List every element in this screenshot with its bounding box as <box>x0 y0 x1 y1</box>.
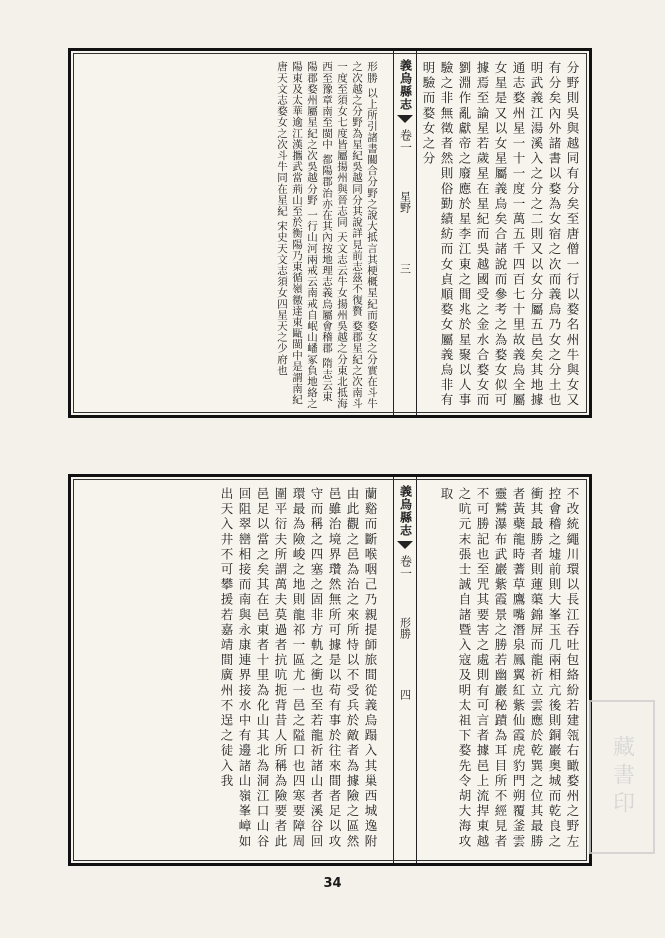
top-page-left-text: 形勝 以上所引諸書關合分野之說大抵言其梗概星紀而婺女之分實在斗牛之次越之分野為星紀吳越同分其說詳見前志茲不復贅 婺郡星紀之次南斗一度至須女七度皆屬揚州與晉志同 天文志云牛女揚州吳越之分東北抵海西至豫章南至閩中 都陽郡治亦在其內按地理志義烏屬會稽郡 隋志云東陽郡婺州屬星紀之次吳越分野 一行山河兩戒云南戒自岷山嶓冢負地絡之陽東及太華逾江漢攜武當荊山至於衡陽乃東循嶺徼達東甌閩中是謂南紀 唐天文志婺女之次斗牛同在星紀 宋史天文志須女四星天之少府也 <box>276 61 378 410</box>
spine-title: 義烏縣志 <box>398 485 413 537</box>
top-page <box>68 48 592 418</box>
bottom-page <box>68 474 592 866</box>
spine-section: 星野 <box>398 191 412 213</box>
bottom-page-left-text: 蘭谿而斷喉咽己乃親提師旅間從義烏蹋入其巢西城逸附由此觀之邑為治之來所恃以不受兵於敵者為據險之區然邑雖治境界瓚然無所可據是以苟有事於往來間者足以攻守而稱之四塞之固非方軌之衝也至若龍祈諸山者溪谷回環最為險峻之地則龍祁一區尤一邑之隘口也四寒要障周圍平衍夫所謂萬夫莫過者抗吭扼背昔人所稱為險要者此邑足以當之矣其在邑東者十里為化山其北為洞江口山谷回阻翠巒相接而南與永康連界接水中有邊諸山嶺峯嶂如出天入井不可攀援若嘉靖間廣州不逞之徒入我 <box>219 487 378 850</box>
bottom-page-spine <box>393 477 417 863</box>
fish-tail-icon <box>397 115 413 123</box>
spine-juan: 卷一 <box>398 129 413 153</box>
spine-page-number: 三 <box>398 263 412 274</box>
top-page-right-text: 分野則吳與越同有分矣至唐僧一行以婺名州牛與女又有分矣內外諸書以婺為女宿之次而義烏乃女之分土也明武義江湯溪入之分之二則又以女分屬五邑矣其地據通志婺州星一十一度一萬五千四百七十里故義烏全屬女星是又以女星屬義烏矣合諸說而參考之為婺女似可據焉至論星若歲星在星紀而吳越國受之金水合婺女而劉淵作亂獻帝之廢應於星李江東之間兆於星聚以人事驗之非無徵者然則俗勤績紡而女貞順婺女屬義烏非有明驗而婺女之分 <box>421 61 580 409</box>
library-seal-icon: 藏書印 <box>589 700 655 854</box>
spine-section: 形勝 <box>398 617 412 639</box>
spine-page-number: 四 <box>398 689 412 700</box>
spine-title: 義烏縣志 <box>398 59 413 111</box>
top-page-spine <box>393 51 417 415</box>
fish-tail-icon <box>397 541 413 549</box>
spine-juan: 卷一 <box>398 555 413 579</box>
folio-number: 34 <box>323 876 342 891</box>
bottom-page-right-text: 不改統繩川環以長江吞吐包絡紛若建瓴右瞰婺州之野左控會稽之墟前則大峯玉几兩相亢後則銅巖奥城而乾良之衝其最勝者則蓮蕖錦屏而龍祈立雲應於乾巽之位其最勝者黃蘗龍時蓍草鷹嘴潛泉鳳翼紅紫仙霞虎豹門朔覆釜雲靈鷲瀑布武巖紫霞景之勝若幽巖秘蹟為耳目所不經見者不可勝記也至咒其要害之處則有可言者據邑上流捍東越之吭元末張士誠自諸暨入寇及明太祖下婺先令胡大海攻取 <box>439 487 580 850</box>
